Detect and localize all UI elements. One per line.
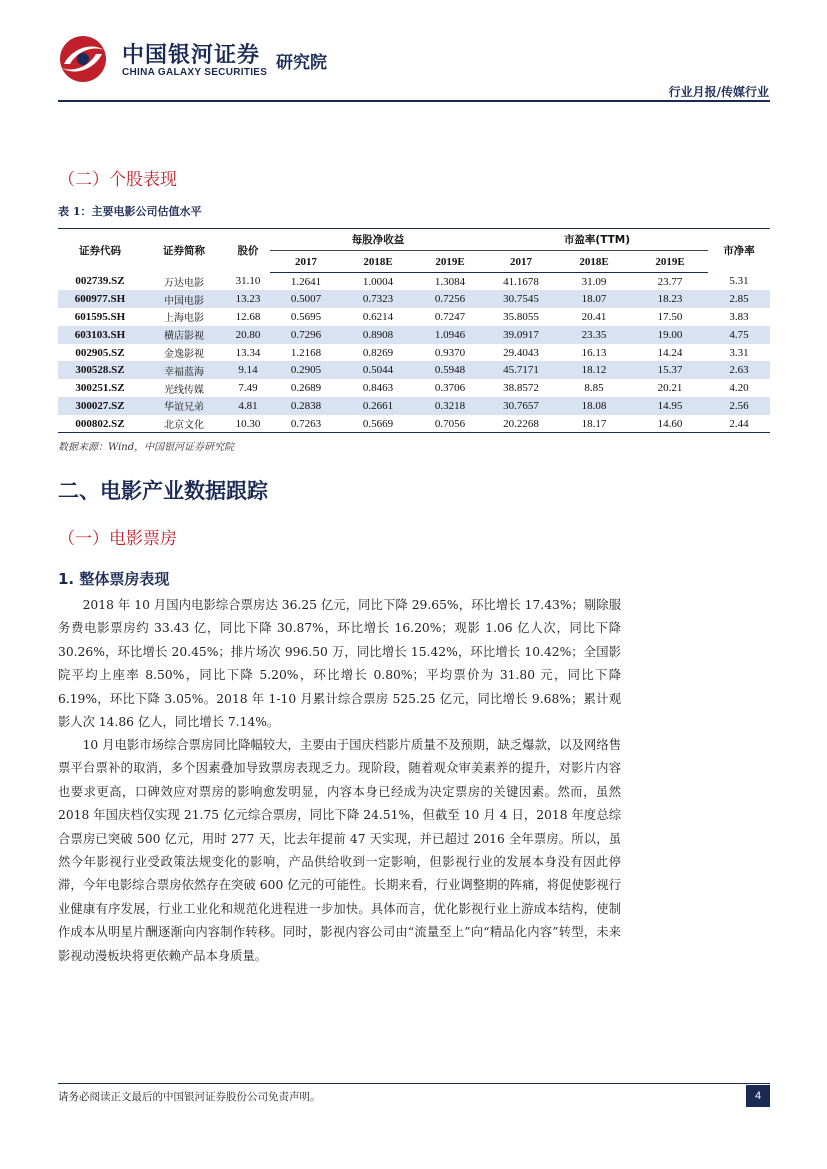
cell-eps2019e: 0.5948 [434, 364, 466, 377]
cell-price: 4.81 [238, 399, 258, 412]
cell-eps2017: 0.7296 [290, 328, 322, 341]
cell-code: 600977.SH [74, 293, 126, 306]
section-heading-industry-tracking: 二、电影产业数据跟踪 [58, 479, 268, 503]
cell-name: 中国电影 [164, 295, 204, 307]
cell-name: 万达电影 [164, 277, 204, 289]
cell-eps2019e: 0.3706 [434, 382, 466, 395]
data-source-note: 数据来源：Wind，中国银河证券研究院 [58, 442, 235, 453]
cell-code: 002905.SZ [75, 346, 125, 359]
cell-eps2019e: 0.7056 [414, 415, 486, 433]
logo-chinese-name: 中国银河证券 [122, 43, 261, 68]
cell-eps2017: 0.5695 [290, 310, 322, 323]
cell-pe2017: 39.0917 [503, 328, 539, 341]
cell-pb: 2.63 [729, 364, 749, 377]
cell-pe2017: 38.8572 [503, 382, 539, 395]
cell-price: 12.68 [235, 310, 261, 323]
cell-code: 300251.SZ [75, 382, 125, 395]
cell-eps2018e: 0.5044 [362, 364, 394, 377]
cell-code: 000802.SZ [58, 415, 142, 433]
cell-price: 20.80 [235, 328, 261, 341]
page-header [0, 0, 827, 104]
cell-pb: 2.85 [729, 293, 749, 306]
cell-price: 31.10 [235, 275, 261, 288]
cell-pe2019e: 20.21 [657, 382, 683, 395]
cell-eps2018e: 0.7323 [362, 293, 394, 306]
cell-pe2019e: 14.60 [632, 415, 708, 433]
table-body [58, 273, 770, 433]
cell-pb: 2.44 [708, 415, 770, 433]
cell-pe2019e: 19.00 [657, 328, 683, 341]
cell-pe2018e: 18.17 [556, 415, 632, 433]
cell-pb: 3.83 [729, 310, 749, 323]
table-title: 表 1：主要电影公司估值水平 [58, 205, 202, 218]
cell-pe2017: 30.7657 [503, 399, 539, 412]
paragraph-market-analysis: 10 月电影市场综合票房同比降幅较大，主要由于国庆档影片质量不及预期，缺乏爆款，以及网络售票平台票补的取消，多个因素叠加导致票房表现乏力。现阶段，随着观众审美素养的提升，对影片内容也要求更高，口碑效应对票房的影响愈发明显，内容本身已经成为决定票房的关键因素。然而，虽然 2018 年国庆档仅实现 21.75 亿元综合票房，同比下降 24.51%，但截至 10 月 4 日，2018 年度总综合票房已突破 500 亿元，用时 277 天，比去年提前 47 天实现，并已超过 2016 全年票房。所以，虽然今年影视行业受政策法规变化的影响，产品供给收到一定影响，但影视行业的发展本身没有因此停滞，今年电影综合票房依然存在突破 600 亿元的可能性。长期来看，行业调整期的阵痛，将促使影视行业健康有序发展，行业工业化和规范化进程进一步加快。具体而言，优化影视行业上游成本结构，使制作成本从明星片酬逐渐向内容制作转移。同时，影视内容公司由“流量至上”向“精品化内容”转型，未来影视动漫板块将更依赖产品本身质量。 [58, 738, 621, 963]
cell-pb: 4.20 [729, 382, 749, 395]
cell-pb: 3.31 [729, 346, 749, 359]
cell-eps2017: 1.2168 [290, 346, 322, 359]
cell-eps2019e: 0.7256 [434, 293, 466, 306]
cell-name: 光线传媒 [164, 384, 204, 396]
col-header-eps-2018e: 2018E [342, 251, 414, 273]
cell-pb: 4.75 [729, 328, 749, 341]
cell-price: 10.30 [226, 415, 270, 433]
cell-code: 603103.SH [74, 328, 126, 341]
cell-pe2018e: 8.85 [584, 382, 604, 395]
cell-pe2019e: 17.50 [657, 310, 683, 323]
cell-pe2019e: 23.77 [657, 275, 683, 288]
col-header-eps-group: 每股净收益 [270, 229, 486, 251]
institute-label: 研究院 [276, 53, 327, 73]
cell-name: 上海电影 [164, 313, 204, 325]
cell-name: 华谊兄弟 [164, 402, 204, 414]
table-row [58, 308, 770, 326]
cell-code: 601595.SH [74, 310, 126, 323]
col-header-eps-2017: 2017 [270, 251, 342, 273]
cell-price: 9.14 [238, 364, 258, 377]
cell-pe2017: 20.2268 [486, 415, 556, 433]
paragraph-box-office-stats: 2018 年 10 月国内电影综合票房达 36.25 亿元，同比下降 29.65%，环比增长 17.43%；剔除服务费电影票房约 33.43 亿，同比下降 30.87%，环比增长 16.20%；观影 1.06 亿人次，同比下降 30.26%，环比增长 20.45%；排片场次 996.50 万，同比增长 15.42%，环比增长 10.42%；全国影院平均上座率 8.50%，同比下降 5.20%，环比增长 0.80%；平均票价为 31.80 元，同比下降 6.19%，环比下降 3.05%。2018 年 1-10 月累计综合票房 525.25 亿元，同比增长 9.68%；累计观影人次 14.86 亿人，同比增长 7.14%。 [58, 598, 621, 730]
cell-price: 13.23 [235, 293, 261, 306]
col-header-code: 证券代码 [58, 229, 142, 273]
cell-pe2019e: 15.37 [657, 364, 683, 377]
cell-pe2018e: 23.35 [581, 328, 607, 341]
report-type-label: 行业月报/传媒行业 [668, 85, 769, 99]
section-heading-individual-stocks: （二）个股表现 [58, 170, 177, 190]
cell-eps2019e: 0.3218 [434, 399, 466, 412]
cell-eps2017: 0.5007 [290, 293, 322, 306]
cell-pe2018e: 31.09 [581, 275, 607, 288]
cell-pe2017: 45.7171 [503, 364, 539, 377]
table-header-row [58, 229, 770, 251]
cell-price: 13.34 [235, 346, 261, 359]
galaxy-logo-icon [58, 34, 108, 84]
cell-name: 幸福蓝海 [164, 366, 204, 378]
cell-eps2018e: 0.8269 [362, 346, 394, 359]
cell-pb: 2.56 [729, 399, 749, 412]
cell-pe2019e: 14.95 [657, 399, 683, 412]
cell-eps2017: 0.7263 [270, 415, 342, 433]
cell-eps2019e: 1.3084 [434, 275, 466, 288]
cell-eps2018e: 0.8908 [362, 328, 394, 341]
cell-pe2017: 41.1678 [503, 275, 539, 288]
cell-pe2018e: 18.08 [581, 399, 607, 412]
cell-eps2018e: 0.6214 [362, 310, 394, 323]
cell-pe2018e: 18.12 [581, 364, 607, 377]
col-header-pe-2018e: 2018E [556, 251, 632, 273]
col-header-pe-2017: 2017 [486, 251, 556, 273]
cell-code: 300027.SZ [75, 399, 125, 412]
cell-eps2017: 1.2641 [290, 275, 322, 288]
cell-code: 002739.SZ [75, 275, 125, 288]
col-header-name: 证券简称 [142, 229, 226, 273]
table-row [58, 326, 770, 344]
logo-english-name: CHINA GALAXY SECURITIES [122, 67, 268, 78]
cell-pe2018e: 20.41 [581, 310, 607, 323]
footer-divider [58, 1083, 770, 1084]
cell-price: 7.49 [238, 382, 258, 395]
page-number: 4 [746, 1085, 770, 1107]
table-row [58, 344, 770, 362]
cell-eps2018e: 1.0004 [362, 275, 394, 288]
cell-name: 横店影视 [164, 331, 204, 343]
cell-pe2018e: 16.13 [581, 346, 607, 359]
table-row [58, 361, 770, 379]
cell-name: 北京文化 [142, 415, 226, 433]
cell-pe2019e: 18.23 [657, 293, 683, 306]
cell-pe2019e: 14.24 [657, 346, 683, 359]
table-row [58, 415, 770, 433]
cell-eps2018e: 0.8463 [362, 382, 394, 395]
col-header-price: 股价 [226, 229, 270, 273]
valuation-table [58, 228, 770, 433]
cell-eps2019e: 0.9370 [434, 346, 466, 359]
cell-pe2017: 30.7545 [503, 293, 539, 306]
header-divider [58, 100, 770, 102]
cell-code: 300528.SZ [75, 364, 125, 377]
cell-eps2017: 0.2689 [290, 382, 322, 395]
cell-pb: 5.31 [729, 275, 749, 288]
table-row [58, 273, 770, 291]
subsection-heading-box-office: （一）电影票房 [58, 529, 177, 549]
numbered-heading-overall-box-office: 1. 整体票房表现 [58, 570, 170, 588]
cell-pe2017: 35.8055 [503, 310, 539, 323]
col-header-pe-group: 市盈率(TTM) [486, 229, 708, 251]
cell-eps2018e: 0.5669 [342, 415, 414, 433]
cell-eps2017: 0.2838 [290, 399, 322, 412]
col-header-pe-2019e: 2019E [632, 251, 708, 273]
footer-disclaimer: 请务必阅读正文最后的中国银河证券股份公司免责声明。 [58, 1091, 321, 1103]
cell-name: 金逸影视 [164, 349, 204, 361]
cell-pe2017: 29.4043 [503, 346, 539, 359]
cell-eps2018e: 0.2661 [362, 399, 394, 412]
col-header-eps-2019e: 2019E [414, 251, 486, 273]
cell-pe2018e: 18.07 [581, 293, 607, 306]
cell-eps2017: 0.2905 [290, 364, 322, 377]
table-row [58, 379, 770, 397]
col-header-pb: 市净率 [708, 229, 770, 273]
table-row [58, 290, 770, 308]
cell-eps2019e: 1.0946 [434, 328, 466, 341]
table-row [58, 397, 770, 415]
cell-eps2019e: 0.7247 [434, 310, 466, 323]
